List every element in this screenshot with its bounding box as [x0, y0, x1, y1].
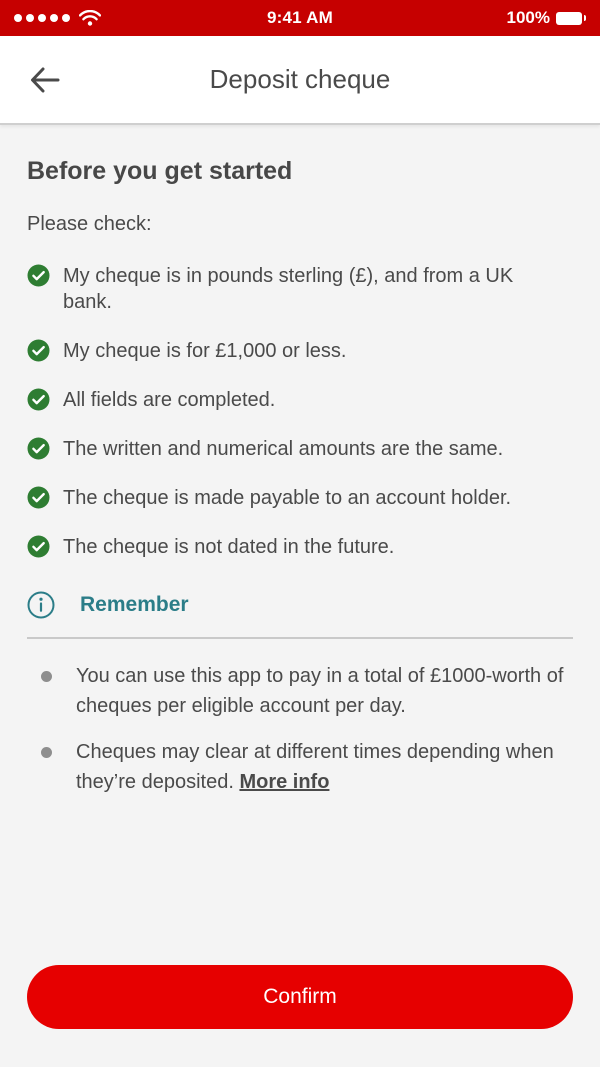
page-title: Deposit cheque: [209, 64, 391, 94]
checklist-item: [27, 338, 573, 364]
note-item: [27, 661, 573, 721]
checklist-item: [27, 534, 573, 560]
checklist: [27, 263, 573, 583]
intro-text: Please check:: [27, 213, 152, 235]
checklist-item-text: All fields are completed.: [63, 389, 276, 411]
section-heading: Before you get started: [27, 157, 293, 185]
remember-notes: [27, 661, 573, 813]
app-header: [0, 36, 600, 125]
battery-icon: [556, 12, 586, 25]
bullet-icon: [41, 747, 52, 758]
check-icon: [27, 486, 50, 509]
checklist-item-text: The written and numerical amounts are the same.: [63, 438, 504, 460]
status-bar: [0, 0, 600, 36]
checklist-item-text: The cheque is made payable to an account holder.: [63, 487, 512, 509]
divider: [27, 637, 573, 639]
status-right-cluster: [507, 8, 586, 28]
main-content: [0, 125, 600, 1067]
battery-percent: 100%: [506, 8, 550, 27]
note-item: [27, 737, 573, 797]
checklist-item-text: The cheque is not dated in the future.: [63, 536, 395, 558]
check-icon: [27, 388, 50, 411]
checklist-item: [27, 436, 573, 462]
check-icon: [27, 437, 50, 460]
checklist-item-text: My cheque is in pounds sterling (£), and from a UK bank.: [63, 265, 514, 313]
confirm-button[interactable]: Confirm: [27, 965, 573, 1029]
more-info-link[interactable]: More info: [239, 771, 330, 793]
checklist-item: [27, 485, 573, 511]
back-arrow-icon: [30, 67, 60, 93]
check-icon: [27, 535, 50, 558]
status-time: 9:41 AM: [267, 8, 333, 27]
remember-header: [27, 591, 573, 619]
checklist-item-text: My cheque is for £1,000 or less.: [63, 340, 347, 362]
checklist-item: [27, 387, 573, 413]
remember-title: Remember: [80, 593, 189, 616]
back-button[interactable]: [24, 61, 66, 99]
note-text: You can use this app to pay in a total of £1000-worth of cheques per eligible account per day.: [76, 665, 564, 717]
note-text: Cheques may clear at different times depending when they’re deposited. More info: [76, 741, 554, 793]
bullet-icon: [41, 671, 52, 682]
check-icon: [27, 264, 50, 287]
check-icon: [27, 339, 50, 362]
info-icon: [27, 591, 55, 619]
checklist-item: [27, 263, 573, 315]
